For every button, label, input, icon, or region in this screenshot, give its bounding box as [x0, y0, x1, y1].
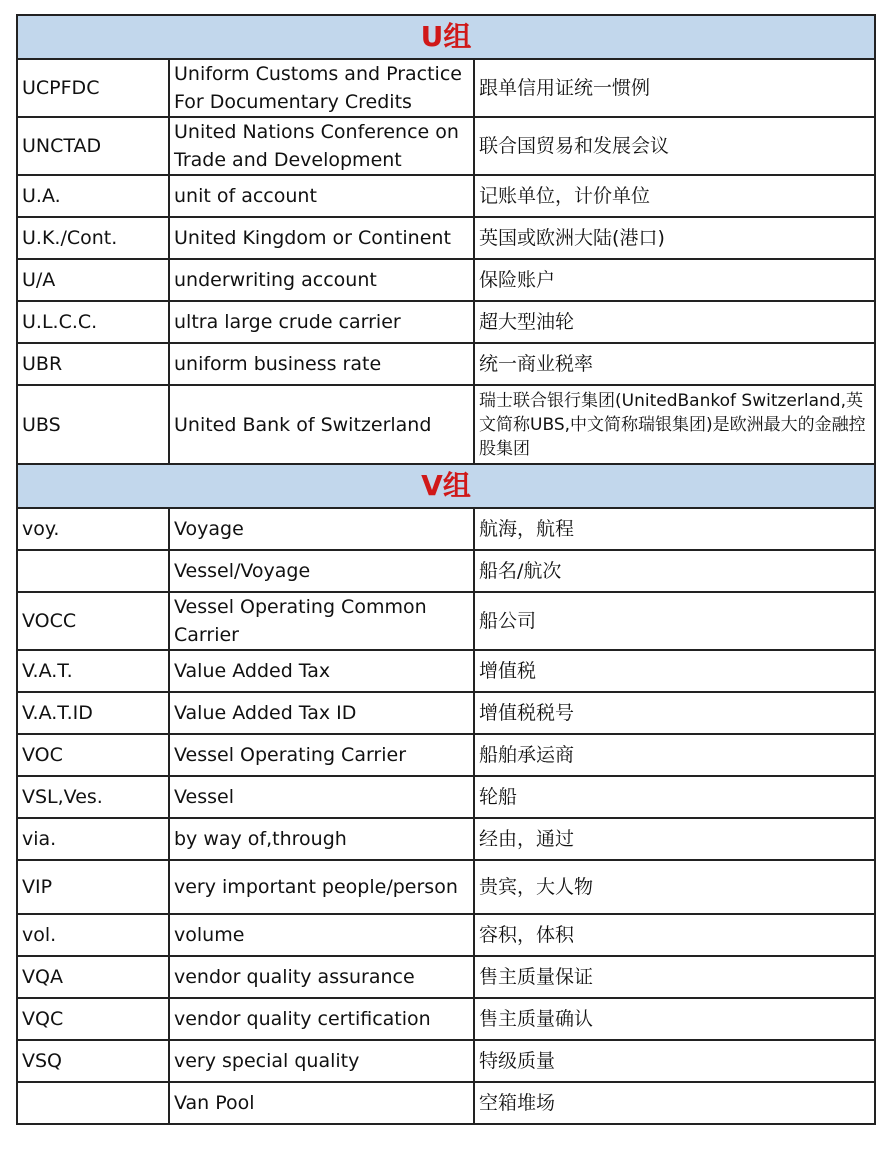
english-term-cell: Van Pool	[169, 1082, 474, 1124]
chinese-term-cell: 保险账户	[474, 259, 875, 301]
chinese-term-cell: 增值税税号	[474, 692, 875, 734]
chinese-term-cell: 跟单信用证统一惯例	[474, 59, 875, 117]
chinese-term-cell: 售主质量确认	[474, 998, 875, 1040]
table-row	[17, 59, 875, 117]
chinese-term-cell: 英国或欧洲大陆(港口)	[474, 217, 875, 259]
abbreviation-cell: VOCC	[17, 592, 169, 650]
chinese-term-cell: 船舶承运商	[474, 734, 875, 776]
chinese-term-cell: 轮船	[474, 776, 875, 818]
chinese-term-cell: 售主质量保证	[474, 956, 875, 998]
chinese-term-cell: 经由，通过	[474, 818, 875, 860]
section-header: V组	[17, 464, 875, 508]
section-header: U组	[17, 15, 875, 59]
abbreviation-cell: U/A	[17, 259, 169, 301]
abbreviation-cell: UBS	[17, 385, 169, 464]
table-row	[17, 385, 875, 464]
abbreviation-cell: voy.	[17, 508, 169, 550]
table-row	[17, 301, 875, 343]
abbreviation-cell: U.A.	[17, 175, 169, 217]
english-term-cell: ultra large crude carrier	[169, 301, 474, 343]
abbreviation-cell: V.A.T.ID	[17, 692, 169, 734]
abbreviation-cell: U.L.C.C.	[17, 301, 169, 343]
abbreviation-cell: V.A.T.	[17, 650, 169, 692]
table-row	[17, 117, 875, 175]
abbreviation-cell: U.K./Cont.	[17, 217, 169, 259]
chinese-term-cell: 贵宾，大人物	[474, 860, 875, 914]
abbreviation-cell: via.	[17, 818, 169, 860]
chinese-term-cell: 统一商业税率	[474, 343, 875, 385]
table-row	[17, 776, 875, 818]
english-term-cell: Vessel Operating Carrier	[169, 734, 474, 776]
english-term-cell: very important people/person	[169, 860, 474, 914]
abbreviation-cell: VQC	[17, 998, 169, 1040]
abbreviation-cell: UBR	[17, 343, 169, 385]
table-row	[17, 217, 875, 259]
abbreviation-cell: VOC	[17, 734, 169, 776]
table-row	[17, 1082, 875, 1124]
english-term-cell: uniform business rate	[169, 343, 474, 385]
english-term-cell: Voyage	[169, 508, 474, 550]
english-term-cell: Vessel/Voyage	[169, 550, 474, 592]
english-term-cell: United Nations Conference on Trade and Development	[169, 117, 474, 175]
chinese-term-cell: 空箱堆场	[474, 1082, 875, 1124]
table-row	[17, 818, 875, 860]
chinese-term-cell: 瑞士联合银行集团(UnitedBankof Switzerland,英文简称UBS,中文简称瑞银集团)是欧洲最大的金融控股集团	[474, 385, 875, 464]
english-term-cell: Value Added Tax ID	[169, 692, 474, 734]
english-term-cell: unit of account	[169, 175, 474, 217]
table-row	[17, 692, 875, 734]
abbreviation-cell	[17, 1082, 169, 1124]
section-header-row	[17, 464, 875, 508]
chinese-term-cell: 容积，体积	[474, 914, 875, 956]
english-term-cell: vendor quality certification	[169, 998, 474, 1040]
english-term-cell: vendor quality assurance	[169, 956, 474, 998]
abbreviation-cell: vol.	[17, 914, 169, 956]
english-term-cell: volume	[169, 914, 474, 956]
table-row	[17, 650, 875, 692]
table-row	[17, 550, 875, 592]
english-term-cell: United Kingdom or Continent	[169, 217, 474, 259]
table-row	[17, 508, 875, 550]
english-term-cell: Vessel	[169, 776, 474, 818]
chinese-term-cell: 船公司	[474, 592, 875, 650]
english-term-cell: Uniform Customs and Practice For Documentary Credits	[169, 59, 474, 117]
english-term-cell: United Bank of Switzerland	[169, 385, 474, 464]
chinese-term-cell: 超大型油轮	[474, 301, 875, 343]
english-term-cell: underwriting account	[169, 259, 474, 301]
table-row	[17, 734, 875, 776]
section-header-row	[17, 15, 875, 59]
abbreviation-cell	[17, 550, 169, 592]
chinese-term-cell: 航海，航程	[474, 508, 875, 550]
table-row	[17, 998, 875, 1040]
english-term-cell: by way of,through	[169, 818, 474, 860]
abbreviation-table	[16, 14, 876, 1125]
english-term-cell: Vessel Operating Common Carrier	[169, 592, 474, 650]
table-row	[17, 914, 875, 956]
abbreviation-cell: VIP	[17, 860, 169, 914]
table-row	[17, 860, 875, 914]
chinese-term-cell: 船名/航次	[474, 550, 875, 592]
abbreviation-cell: VSQ	[17, 1040, 169, 1082]
english-term-cell: Value Added Tax	[169, 650, 474, 692]
table-row	[17, 259, 875, 301]
table-row	[17, 343, 875, 385]
table-row	[17, 175, 875, 217]
abbreviation-cell: UNCTAD	[17, 117, 169, 175]
table-row	[17, 1040, 875, 1082]
chinese-term-cell: 特级质量	[474, 1040, 875, 1082]
abbreviation-cell: VSL,Ves.	[17, 776, 169, 818]
english-term-cell: very special quality	[169, 1040, 474, 1082]
chinese-term-cell: 增值税	[474, 650, 875, 692]
chinese-term-cell: 联合国贸易和发展会议	[474, 117, 875, 175]
table-row	[17, 956, 875, 998]
chinese-term-cell: 记账单位，计价单位	[474, 175, 875, 217]
abbreviation-cell: VQA	[17, 956, 169, 998]
abbreviation-cell: UCPFDC	[17, 59, 169, 117]
table-row	[17, 592, 875, 650]
